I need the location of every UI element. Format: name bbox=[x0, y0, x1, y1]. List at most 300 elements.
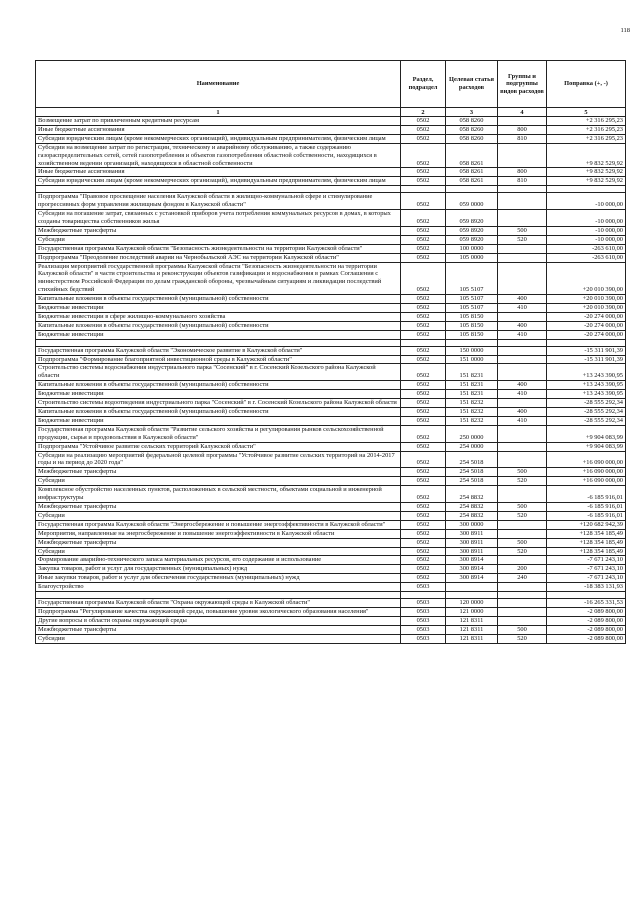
row-group-cell bbox=[498, 244, 547, 253]
row-section-cell: 0502 bbox=[401, 381, 446, 390]
row-amount-cell: +9 832 529,92 bbox=[547, 168, 626, 177]
row-section-cell: 0502 bbox=[401, 262, 446, 295]
row-name-cell: Бюджетные инвестиции bbox=[36, 304, 401, 313]
table-row bbox=[36, 134, 626, 143]
row-article-cell: 254 5018 bbox=[446, 477, 498, 486]
row-section-cell: 0502 bbox=[401, 416, 446, 425]
row-group-cell bbox=[498, 451, 547, 468]
table-row bbox=[36, 312, 626, 321]
row-amount-cell: +9 832 529,92 bbox=[547, 143, 626, 168]
row-group-cell bbox=[498, 186, 547, 193]
row-group-cell: 410 bbox=[498, 304, 547, 313]
table-row bbox=[36, 529, 626, 538]
row-section-cell: 0503 bbox=[401, 625, 446, 634]
row-name-cell: Государственная программа Калужской области "Экономическое развитие в Калужской области" bbox=[36, 346, 401, 355]
row-name-cell: Иные бюджетные ассигнования bbox=[36, 125, 401, 134]
row-name-cell: Субсидии на реализацию мероприятий федеральной целевой программы "Устойчивое развитие сельских территорий на 2014-2017 годы и на период до 2020 года" bbox=[36, 451, 401, 468]
row-article-cell: 121 8311 bbox=[446, 625, 498, 634]
row-article-cell: 105 8150 bbox=[446, 321, 498, 330]
header-group: Группы и подгруппы видов расходов bbox=[498, 61, 547, 108]
row-section-cell: 0502 bbox=[401, 547, 446, 556]
row-section-cell: 0502 bbox=[401, 193, 446, 210]
row-section-cell: 0502 bbox=[401, 574, 446, 583]
table-row bbox=[36, 634, 626, 643]
row-amount-cell: -263 610,00 bbox=[547, 244, 626, 253]
row-article-cell: 300 8914 bbox=[446, 556, 498, 565]
row-group-cell: 520 bbox=[498, 235, 547, 244]
table-row bbox=[36, 520, 626, 529]
table-row bbox=[36, 381, 626, 390]
table-row bbox=[36, 295, 626, 304]
row-article-cell: 151 8231 bbox=[446, 390, 498, 399]
row-section-cell: 0502 bbox=[401, 226, 446, 235]
row-article-cell: 059 0000 bbox=[446, 193, 498, 210]
row-group-cell: 800 bbox=[498, 125, 547, 134]
row-amount-cell: -16 265 331,53 bbox=[547, 599, 626, 608]
row-section-cell: 0502 bbox=[401, 468, 446, 477]
table-row bbox=[36, 616, 626, 625]
row-article-cell: 250 0000 bbox=[446, 425, 498, 442]
row-name-cell: Межбюджетные трансферты bbox=[36, 538, 401, 547]
row-section-cell: 0502 bbox=[401, 117, 446, 126]
row-article-cell: 151 0000 bbox=[446, 355, 498, 364]
row-article-cell: 105 5107 bbox=[446, 262, 498, 295]
table-column-numbers-row bbox=[36, 108, 626, 117]
row-group-cell: 500 bbox=[498, 625, 547, 634]
row-group-cell bbox=[498, 592, 547, 599]
row-group-cell bbox=[498, 262, 547, 295]
row-amount-cell bbox=[547, 592, 626, 599]
row-name-cell: Бюджетные инвестиции в сфере жилищно-коммунального хозяйства bbox=[36, 312, 401, 321]
row-article-cell: 254 5018 bbox=[446, 451, 498, 468]
row-amount-cell: +13 243 390,95 bbox=[547, 390, 626, 399]
table-row bbox=[36, 425, 626, 442]
table-row bbox=[36, 556, 626, 565]
table-row bbox=[36, 355, 626, 364]
table-row bbox=[36, 486, 626, 503]
row-group-cell: 520 bbox=[498, 477, 547, 486]
row-group-cell bbox=[498, 529, 547, 538]
row-group-cell: 810 bbox=[498, 134, 547, 143]
row-amount-cell: -10 000,00 bbox=[547, 210, 626, 227]
row-name-cell: Строительство системы водоотведения индустриального парка "Сосенский" в г. Сосенский Козельского района Калужской области bbox=[36, 399, 401, 408]
table-row bbox=[36, 408, 626, 417]
table-row bbox=[36, 168, 626, 177]
header-name: Наименование bbox=[36, 61, 401, 108]
table-row bbox=[36, 477, 626, 486]
row-amount-cell: -20 274 000,00 bbox=[547, 321, 626, 330]
row-article-cell: 058 8260 bbox=[446, 134, 498, 143]
row-amount-cell: -2 089 800,00 bbox=[547, 625, 626, 634]
row-name-cell: Бюджетные инвестиции bbox=[36, 390, 401, 399]
table-row bbox=[36, 226, 626, 235]
row-section-cell: 0502 bbox=[401, 390, 446, 399]
table-row bbox=[36, 330, 626, 339]
row-article-cell bbox=[446, 592, 498, 599]
row-article-cell: 105 8150 bbox=[446, 312, 498, 321]
row-name-cell: Капитальные вложения в объекты государственной (муниципальной) собственности bbox=[36, 408, 401, 417]
row-amount-cell: -10 000,00 bbox=[547, 193, 626, 210]
row-amount-cell: -2 089 800,00 bbox=[547, 607, 626, 616]
column-number: 4 bbox=[498, 108, 547, 117]
row-article-cell: 121 8311 bbox=[446, 616, 498, 625]
table-row bbox=[36, 364, 626, 381]
row-name-cell: Капитальные вложения в объекты государственной (муниципальной) собственности bbox=[36, 381, 401, 390]
row-article-cell: 105 0000 bbox=[446, 253, 498, 262]
row-group-cell bbox=[498, 399, 547, 408]
table-row bbox=[36, 538, 626, 547]
table-row bbox=[36, 442, 626, 451]
row-article-cell bbox=[446, 339, 498, 346]
row-group-cell bbox=[498, 442, 547, 451]
row-name-cell bbox=[36, 186, 401, 193]
row-section-cell: 0502 bbox=[401, 177, 446, 186]
table-spacer-row bbox=[36, 592, 626, 599]
table-row bbox=[36, 468, 626, 477]
table-row bbox=[36, 574, 626, 583]
row-section-cell bbox=[401, 592, 446, 599]
row-amount-cell: -263 610,00 bbox=[547, 253, 626, 262]
row-group-cell: 810 bbox=[498, 177, 547, 186]
table-header-row bbox=[36, 61, 626, 108]
row-section-cell: 0503 bbox=[401, 583, 446, 592]
row-section-cell: 0502 bbox=[401, 408, 446, 417]
row-group-cell bbox=[498, 364, 547, 381]
row-section-cell: 0502 bbox=[401, 425, 446, 442]
row-group-cell: 400 bbox=[498, 295, 547, 304]
row-group-cell bbox=[498, 355, 547, 364]
row-section-cell: 0502 bbox=[401, 556, 446, 565]
table-row bbox=[36, 607, 626, 616]
row-group-cell bbox=[498, 616, 547, 625]
row-section-cell: 0503 bbox=[401, 634, 446, 643]
row-group-cell bbox=[498, 210, 547, 227]
row-section-cell bbox=[401, 339, 446, 346]
row-amount-cell: -28 555 292,34 bbox=[547, 399, 626, 408]
row-section-cell: 0502 bbox=[401, 442, 446, 451]
row-section-cell: 0502 bbox=[401, 355, 446, 364]
table-row bbox=[36, 193, 626, 210]
row-article-cell bbox=[446, 186, 498, 193]
row-amount-cell bbox=[547, 186, 626, 193]
row-amount-cell: +20 010 390,00 bbox=[547, 295, 626, 304]
row-name-cell: Закупка товаров, работ и услуг для государственных (муниципальных) нужд bbox=[36, 565, 401, 574]
table-row bbox=[36, 416, 626, 425]
table-row bbox=[36, 399, 626, 408]
row-group-cell: 500 bbox=[498, 468, 547, 477]
row-section-cell: 0502 bbox=[401, 364, 446, 381]
row-section-cell: 0503 bbox=[401, 616, 446, 625]
row-section-cell: 0502 bbox=[401, 565, 446, 574]
row-group-cell bbox=[498, 346, 547, 355]
row-article-cell bbox=[446, 583, 498, 592]
table-row bbox=[36, 511, 626, 520]
table-row bbox=[36, 346, 626, 355]
row-group-cell: 410 bbox=[498, 416, 547, 425]
row-section-cell: 0502 bbox=[401, 295, 446, 304]
row-name-cell: Бюджетные инвестиции bbox=[36, 416, 401, 425]
row-section-cell: 0503 bbox=[401, 599, 446, 608]
row-article-cell: 151 8232 bbox=[446, 408, 498, 417]
row-section-cell: 0502 bbox=[401, 529, 446, 538]
row-name-cell: Государственная программа Калужской области "Охрана окружающей среды в Калужской области" bbox=[36, 599, 401, 608]
row-article-cell: 121 8311 bbox=[446, 634, 498, 643]
row-amount-cell: +9 832 529,92 bbox=[547, 177, 626, 186]
row-article-cell: 058 8261 bbox=[446, 168, 498, 177]
table-row bbox=[36, 235, 626, 244]
row-amount-cell: -10 000,00 bbox=[547, 235, 626, 244]
row-article-cell: 254 8832 bbox=[446, 511, 498, 520]
row-name-cell: Субсидии bbox=[36, 634, 401, 643]
row-group-cell bbox=[498, 520, 547, 529]
table-row bbox=[36, 262, 626, 295]
row-article-cell: 151 8232 bbox=[446, 416, 498, 425]
row-section-cell: 0502 bbox=[401, 477, 446, 486]
row-article-cell: 059 8920 bbox=[446, 235, 498, 244]
table-row bbox=[36, 177, 626, 186]
row-name-cell: Субсидии на погашение затрат, связанных с установкой приборов учета потребления коммунальных ресурсов в домах, в которых созданы товарищества собственников жилья bbox=[36, 210, 401, 227]
row-section-cell: 0502 bbox=[401, 502, 446, 511]
row-section-cell: 0502 bbox=[401, 330, 446, 339]
row-name-cell: Субсидии bbox=[36, 511, 401, 520]
row-article-cell: 105 5107 bbox=[446, 304, 498, 313]
row-section-cell: 0502 bbox=[401, 538, 446, 547]
row-amount-cell: +2 316 295,23 bbox=[547, 125, 626, 134]
row-article-cell: 059 8920 bbox=[446, 226, 498, 235]
table-row bbox=[36, 390, 626, 399]
row-article-cell: 058 8260 bbox=[446, 117, 498, 126]
row-group-cell: 800 bbox=[498, 168, 547, 177]
row-article-cell: 254 8832 bbox=[446, 502, 498, 511]
row-group-cell: 520 bbox=[498, 634, 547, 643]
row-group-cell: 400 bbox=[498, 321, 547, 330]
row-group-cell bbox=[498, 486, 547, 503]
row-amount-cell: -6 185 916,01 bbox=[547, 511, 626, 520]
row-group-cell: 240 bbox=[498, 574, 547, 583]
column-number: 2 bbox=[401, 108, 446, 117]
header-section: Раздел, подраздел bbox=[401, 61, 446, 108]
row-amount-cell: +9 904 083,99 bbox=[547, 442, 626, 451]
row-name-cell: Подпрограмма "Регулирование качества окружающей среды, повышение уровня экологического образования населения" bbox=[36, 607, 401, 616]
row-name-cell: Субсидии bbox=[36, 477, 401, 486]
row-article-cell: 058 8260 bbox=[446, 125, 498, 134]
budget-amendments-table bbox=[35, 60, 626, 644]
row-article-cell: 150 0000 bbox=[446, 346, 498, 355]
row-amount-cell: -20 274 000,00 bbox=[547, 330, 626, 339]
row-section-cell: 0502 bbox=[401, 486, 446, 503]
table-body bbox=[36, 117, 626, 644]
row-article-cell: 254 8832 bbox=[446, 486, 498, 503]
row-amount-cell: -7 671 243,10 bbox=[547, 565, 626, 574]
row-article-cell: 105 5107 bbox=[446, 295, 498, 304]
table-row bbox=[36, 244, 626, 253]
row-section-cell: 0502 bbox=[401, 312, 446, 321]
row-group-cell: 500 bbox=[498, 502, 547, 511]
row-article-cell: 300 8914 bbox=[446, 565, 498, 574]
row-article-cell: 151 8232 bbox=[446, 399, 498, 408]
row-group-cell: 400 bbox=[498, 408, 547, 417]
row-article-cell: 300 8911 bbox=[446, 529, 498, 538]
row-article-cell: 254 5018 bbox=[446, 468, 498, 477]
row-article-cell: 151 8231 bbox=[446, 381, 498, 390]
table-row bbox=[36, 451, 626, 468]
row-amount-cell: +13 243 390,95 bbox=[547, 364, 626, 381]
row-amount-cell: +20 010 390,00 bbox=[547, 262, 626, 295]
row-group-cell bbox=[498, 599, 547, 608]
table-row bbox=[36, 125, 626, 134]
row-amount-cell: -15 311 901,39 bbox=[547, 346, 626, 355]
row-amount-cell: -6 185 916,01 bbox=[547, 502, 626, 511]
table-row bbox=[36, 304, 626, 313]
table-row bbox=[36, 253, 626, 262]
row-amount-cell: -7 671 243,10 bbox=[547, 574, 626, 583]
row-name-cell: Благоустройство bbox=[36, 583, 401, 592]
row-amount-cell: +13 243 390,95 bbox=[547, 381, 626, 390]
row-article-cell: 121 0000 bbox=[446, 607, 498, 616]
row-name-cell: Капитальные вложения в объекты государственной (муниципальной) собственности bbox=[36, 321, 401, 330]
column-number: 3 bbox=[446, 108, 498, 117]
table-row bbox=[36, 599, 626, 608]
row-name-cell: Возмещение затрат по привлеченным кредитным ресурсам bbox=[36, 117, 401, 126]
row-amount-cell: -15 311 901,39 bbox=[547, 355, 626, 364]
row-name-cell: Капитальные вложения в объекты государственной (муниципальной) собственности bbox=[36, 295, 401, 304]
row-article-cell: 300 8914 bbox=[446, 574, 498, 583]
row-name-cell: Подпрограмма "Правовое просвещение населения Калужской области в жилищно-коммунальной сфере и стимулирование прогрессивных форм управления жилищным фондом в Калужской области" bbox=[36, 193, 401, 210]
row-article-cell: 300 8911 bbox=[446, 547, 498, 556]
row-section-cell: 0502 bbox=[401, 244, 446, 253]
row-name-cell: Бюджетные инвестиции bbox=[36, 330, 401, 339]
row-name-cell: Субсидии юридическим лицам (кроме некоммерческих организаций), индивидуальным предпринимателям, физическим лицам bbox=[36, 177, 401, 186]
row-article-cell: 058 8261 bbox=[446, 177, 498, 186]
row-name-cell: Формирование аварийно-технического запаса материальных ресурсов, его содержание и использование bbox=[36, 556, 401, 565]
row-section-cell: 0502 bbox=[401, 134, 446, 143]
row-name-cell: Межбюджетные трансферты bbox=[36, 625, 401, 634]
row-amount-cell: -2 089 800,00 bbox=[547, 616, 626, 625]
row-group-cell: 410 bbox=[498, 390, 547, 399]
row-article-cell: 300 8911 bbox=[446, 538, 498, 547]
row-group-cell: 410 bbox=[498, 330, 547, 339]
row-section-cell bbox=[401, 186, 446, 193]
table-row bbox=[36, 547, 626, 556]
row-name-cell: Субсидии bbox=[36, 547, 401, 556]
row-amount-cell: -28 555 292,34 bbox=[547, 416, 626, 425]
row-name-cell: Подпрограмма "Преодоление последствий аварии на Чернобыльской АЭС на территории Калужской области" bbox=[36, 253, 401, 262]
row-amount-cell: +128 354 185,49 bbox=[547, 538, 626, 547]
row-amount-cell: +128 354 185,49 bbox=[547, 529, 626, 538]
header-article: Целевая статья расходов bbox=[446, 61, 498, 108]
row-name-cell: Субсидии bbox=[36, 235, 401, 244]
row-article-cell: 254 0000 bbox=[446, 442, 498, 451]
row-group-cell bbox=[498, 312, 547, 321]
row-name-cell: Субсидии юридическим лицам (кроме некоммерческих организаций), индивидуальным предпринимателям, физическим лицам bbox=[36, 134, 401, 143]
row-section-cell: 0502 bbox=[401, 304, 446, 313]
page-number: 118 bbox=[620, 27, 630, 34]
row-amount-cell: -2 089 800,00 bbox=[547, 634, 626, 643]
table-row bbox=[36, 583, 626, 592]
row-section-cell: 0503 bbox=[401, 607, 446, 616]
row-group-cell: 400 bbox=[498, 381, 547, 390]
row-group-cell: 520 bbox=[498, 511, 547, 520]
table-row bbox=[36, 625, 626, 634]
row-group-cell: 500 bbox=[498, 226, 547, 235]
column-number: 1 bbox=[36, 108, 401, 117]
row-amount-cell: +20 010 390,00 bbox=[547, 304, 626, 313]
row-name-cell bbox=[36, 339, 401, 346]
row-name-cell: Иные бюджетные ассигнования bbox=[36, 168, 401, 177]
table-row bbox=[36, 502, 626, 511]
row-name-cell: Мероприятия, направленные на энергосбережение и повышение энергоэффективности в Калужской области bbox=[36, 529, 401, 538]
row-group-cell bbox=[498, 143, 547, 168]
table-row bbox=[36, 210, 626, 227]
row-name-cell: Межбюджетные трансферты bbox=[36, 468, 401, 477]
row-name-cell: Межбюджетные трансферты bbox=[36, 226, 401, 235]
row-amount-cell: +120 682 942,39 bbox=[547, 520, 626, 529]
row-article-cell: 120 0000 bbox=[446, 599, 498, 608]
row-amount-cell bbox=[547, 339, 626, 346]
row-name-cell: Межбюджетные трансферты bbox=[36, 502, 401, 511]
row-group-cell: 520 bbox=[498, 547, 547, 556]
row-section-cell: 0502 bbox=[401, 321, 446, 330]
row-amount-cell: -18 383 131,93 bbox=[547, 583, 626, 592]
row-group-cell bbox=[498, 117, 547, 126]
table-row bbox=[36, 321, 626, 330]
row-name-cell: Комплексное обустройство населенных пунктов, расположенных в сельской местности, объектами социальной и инженерной инфраструктуры bbox=[36, 486, 401, 503]
table-spacer-row bbox=[36, 339, 626, 346]
row-group-cell bbox=[498, 253, 547, 262]
row-section-cell: 0502 bbox=[401, 210, 446, 227]
row-article-cell: 100 0000 bbox=[446, 244, 498, 253]
row-article-cell: 105 8150 bbox=[446, 330, 498, 339]
row-amount-cell: +16 090 000,00 bbox=[547, 477, 626, 486]
row-section-cell: 0502 bbox=[401, 125, 446, 134]
row-amount-cell: +2 316 295,23 bbox=[547, 134, 626, 143]
row-section-cell: 0502 bbox=[401, 511, 446, 520]
row-amount-cell: -20 274 000,00 bbox=[547, 312, 626, 321]
row-group-cell bbox=[498, 193, 547, 210]
row-amount-cell: +128 354 185,49 bbox=[547, 547, 626, 556]
row-group-cell bbox=[498, 339, 547, 346]
row-name-cell: Субсидии на возмещение затрат по регистрации, техническому и аварийному обслуживанию, а также содержанию газораспределительных сетей, сетей газопотребления и объектов газопотребления областной собственности, находящихся в хозяйственном ведении организаций, находящихся в областной собственности bbox=[36, 143, 401, 168]
row-amount-cell: +2 316 295,23 bbox=[547, 117, 626, 126]
column-number: 5 bbox=[547, 108, 626, 117]
row-name-cell: Подпрограмма "Формирование благоприятной инвестиционной среды в Калужской области" bbox=[36, 355, 401, 364]
row-amount-cell: +16 090 000,00 bbox=[547, 468, 626, 477]
row-name-cell: Другие вопросы в области охраны окружающей среды bbox=[36, 616, 401, 625]
row-amount-cell: -10 000,00 bbox=[547, 226, 626, 235]
row-article-cell: 059 8920 bbox=[446, 210, 498, 227]
row-amount-cell: +16 090 000,00 bbox=[547, 451, 626, 468]
row-name-cell: Государственная программа Калужской области "Энергосбережение и повышение энергоэффективности в Калужской области" bbox=[36, 520, 401, 529]
row-name-cell: Иные закупки товаров, работ и услуг для обеспечения государственных (муниципальных) нужд bbox=[36, 574, 401, 583]
row-section-cell: 0502 bbox=[401, 235, 446, 244]
row-section-cell: 0502 bbox=[401, 520, 446, 529]
row-article-cell: 151 8231 bbox=[446, 364, 498, 381]
row-article-cell: 300 0000 bbox=[446, 520, 498, 529]
row-section-cell: 0502 bbox=[401, 168, 446, 177]
table-row bbox=[36, 143, 626, 168]
table-spacer-row bbox=[36, 186, 626, 193]
row-name-cell bbox=[36, 592, 401, 599]
row-name-cell: Подпрограмма "Устойчивое развитие сельских территорий Калужской области" bbox=[36, 442, 401, 451]
header-amount: Поправка (+, -) bbox=[547, 61, 626, 108]
table-row bbox=[36, 565, 626, 574]
row-group-cell: 500 bbox=[498, 538, 547, 547]
row-group-cell: 200 bbox=[498, 565, 547, 574]
row-name-cell: Государственная программа Калужской области "Безопасность жизнедеятельности на территории Калужской области" bbox=[36, 244, 401, 253]
row-name-cell: Государственная программа Калужской области "Развитие сельского хозяйства и регулирования рынков сельскохозяйственной продукции, сырья и продовольствия в Калужской области" bbox=[36, 425, 401, 442]
table-row bbox=[36, 117, 626, 126]
row-section-cell: 0502 bbox=[401, 451, 446, 468]
